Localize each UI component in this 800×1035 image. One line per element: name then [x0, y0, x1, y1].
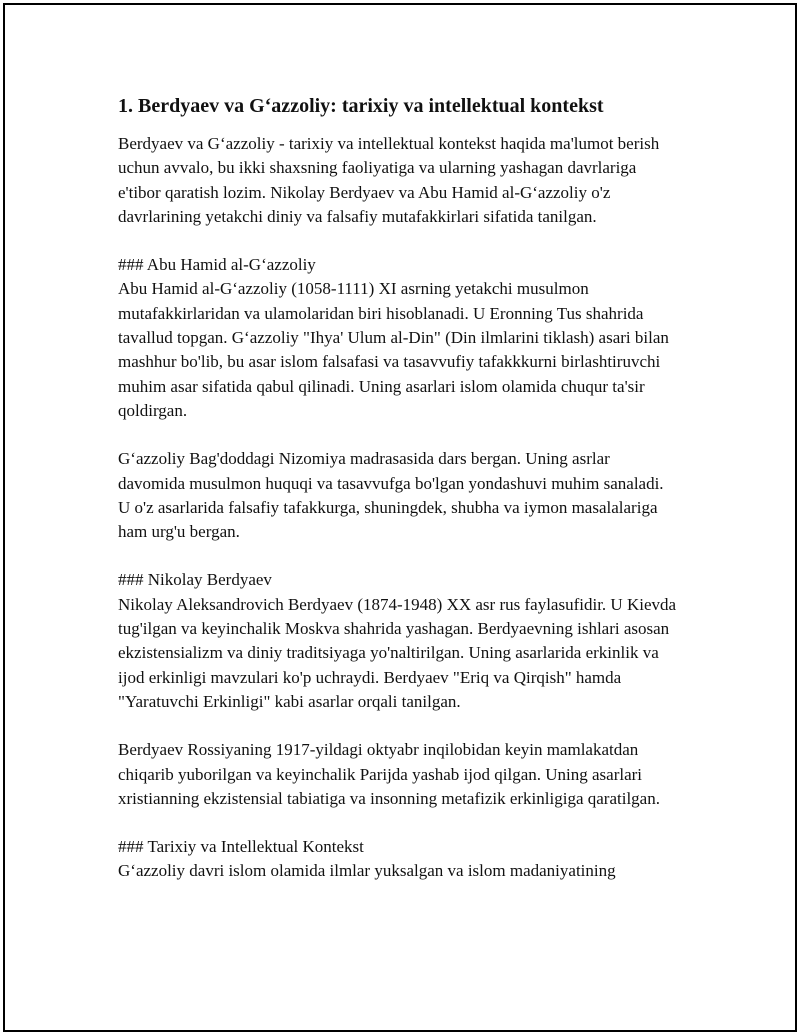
document-body [118, 94, 678, 884]
berdyaev-paragraph-1: Nikolay Aleksandrovich Berdyaev (1874-1948) XX asr rus faylasufidir. U Kievda tug'ilgan va keyinchalik Moskva shahrida yashagan. Berdyaevning ishlari asosan ekzistensializm va diniy traditsiyaga yo'naltirilgan. Uning asarlarida erkinlik va ijod erkinligi mavzulari ko'p uchraydi. Berdyaev "Eriq va Qirqish" hamda "Yaratuvchi Erkinligi" kabi asarlar orqali tanilgan. [118, 594, 677, 711]
paragraph-gap [118, 423, 678, 447]
section-heading-berdyaev: ### Nikolay Berdyaev [118, 570, 272, 590]
section-heading-context: ### Tarixiy va Intellektual Kontekst [118, 837, 364, 857]
intro-paragraph: Berdyaev va G‘azzoliy - tarixiy va intellektual kontekst haqida ma'lumot berish uchun avvalo, bu ikki shaxsning faoliyatiga va ularning yashagan davrlariga e'tibor qaratish lozim. Nikolay Berdyaev va Abu Hamid al-G‘azzoliy o'z davrlarining yetakchi diniy va falsafiy mutafakkirlari sifatida tanilgan. [118, 134, 660, 226]
ghazali-paragraph-1: Abu Hamid al-G‘azzoliy (1058-1111) XI asrning yetakchi musulmon mutafakkirlaridan va ulamolaridan biri hisoblanadi. U Eronning Tus shahrida tavallud topgan. G‘azzoliy "Ihya' Ulum al-Din" (Din ilmlarini tiklash) asari bilan mashhur bo'lib, bu asar islom falsafasi va tasavvufiy tafakkkurni birlashtiruvchi muhim asar sifatida qabul qilinadi. Uning asarlari islom olamida chuqur ta'sir qoldirgan. [118, 279, 669, 420]
section-heading-ghazali: ### Abu Hamid al-G‘azzoliy [118, 255, 316, 275]
context-paragraph-1: G‘azzoliy davri islom olamida ilmlar yuksalgan va islom madaniyatining [118, 861, 616, 881]
paragraph-gap [118, 714, 678, 738]
paragraph-gap [118, 811, 678, 835]
ghazali-paragraph-2: G‘azzoliy Bag'doddagi Nizomiya madrasasida dars bergan. Uning asrlar davomida musulmon huquqi va tasavvufga bo'lgan yondashuvi muhim sanaladi. U o'z asarlarida falsafiy tafakkurga, shuningdek, shubha va iymon masalalariga ham urg'u bergan. [118, 449, 664, 542]
paragraph-gap [118, 544, 678, 568]
berdyaev-paragraph-2: Berdyaev Rossiyaning 1917-yildagi oktyabr inqilobidan keyin mamlakatdan chiqarib yuborilgan va keyinchalik Parijda yashab ijod qilgan. Uning asarlari xristianning ekzistensial tabiatiga va insonning metafizik erkinligiga qaratilgan. [118, 740, 660, 808]
paragraph-gap [118, 229, 678, 253]
document-title: 1. Berdyaev va G‘azzoliy: tarixiy va intellektual kontekst [118, 95, 604, 117]
